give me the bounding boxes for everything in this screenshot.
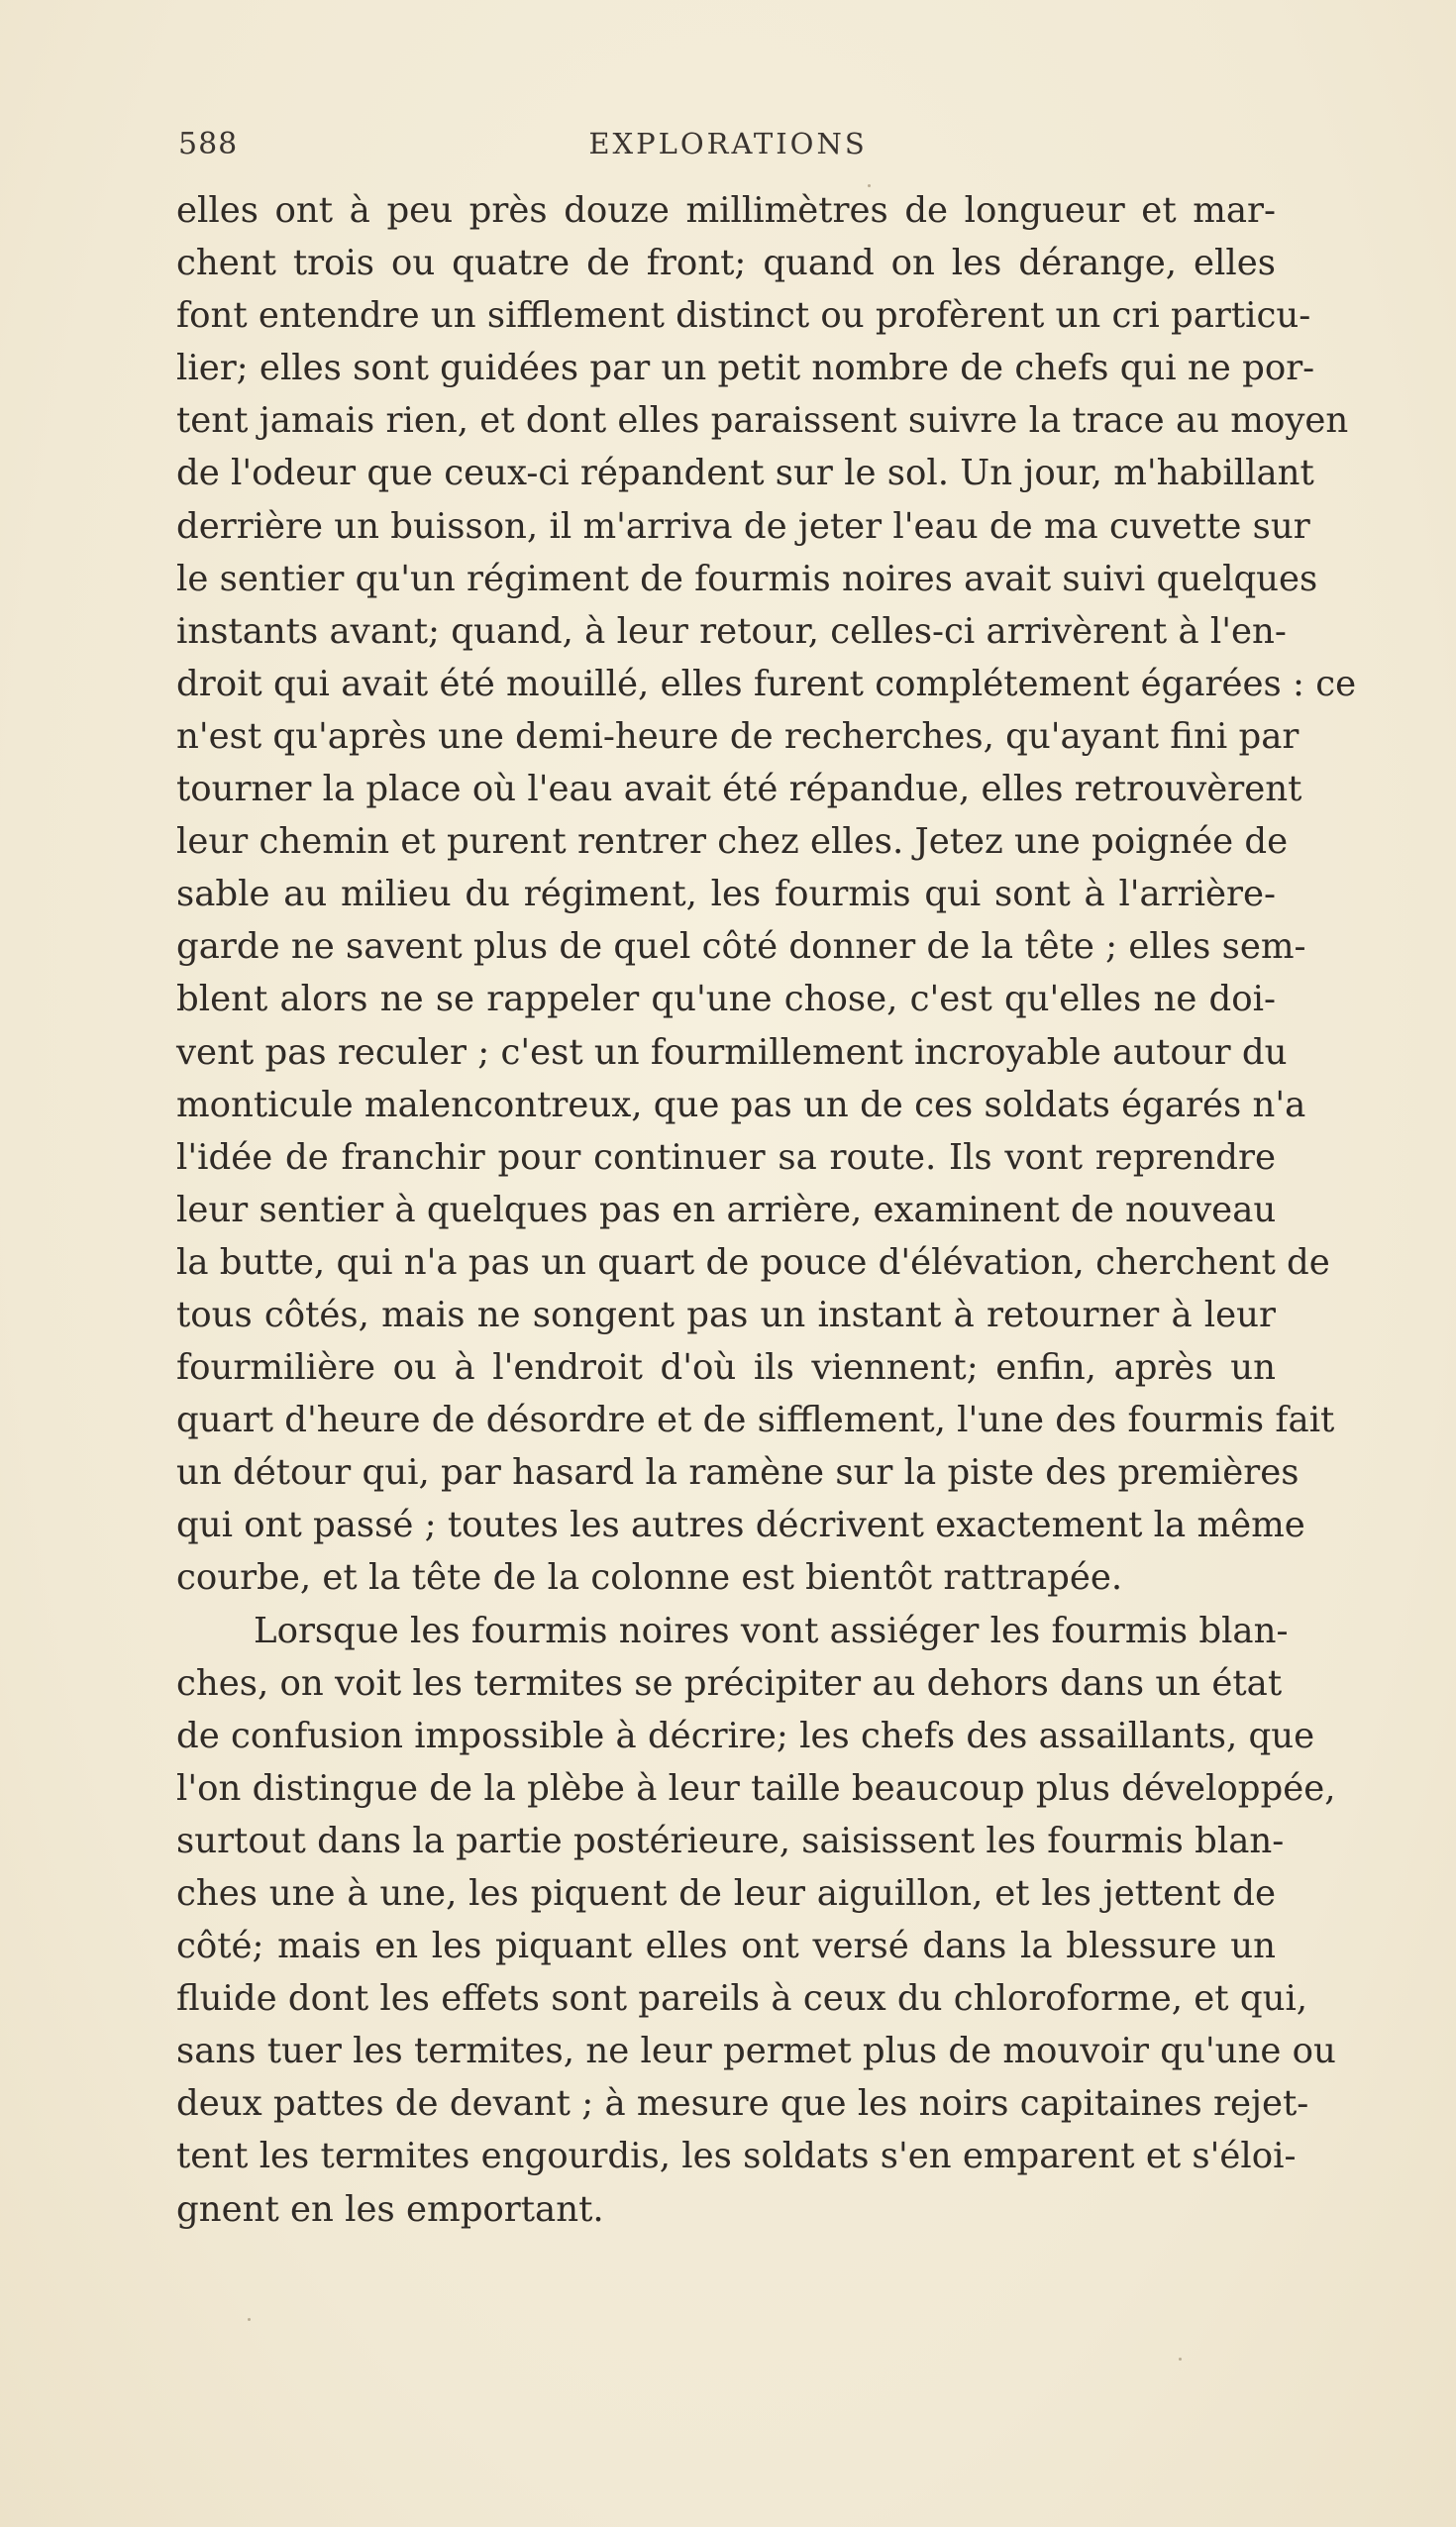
text-line: sable au milieu du régiment, les fourmis qui sont à l'arrière- bbox=[176, 874, 1276, 915]
text-line: de l'odeur que ceux-ci répandent sur le sol. Un jour, m'habillant bbox=[176, 453, 1314, 494]
page-number: 588 bbox=[178, 127, 239, 161]
text-line: surtout dans la partie postérieure, saisissent les fourmis blan- bbox=[176, 1820, 1285, 1861]
text-line: leur chemin et purent rentrer chez elles. Jetez une poignée de bbox=[176, 821, 1289, 863]
paper-speck bbox=[248, 2318, 251, 2321]
text-line: le sentier qu'un régiment de fourmis noires avait suivi quelques bbox=[176, 558, 1318, 599]
text-line: n'est qu'après une demi-heure de recherches, qu'ayant fini par bbox=[176, 715, 1300, 757]
paper-speck bbox=[868, 184, 871, 187]
text-line: blent alors ne se rappeler qu'une chose, c'est qu'elles ne doi- bbox=[176, 979, 1276, 1020]
text-line: un détour qui, par hasard la ramène sur la piste des premières bbox=[176, 1452, 1300, 1494]
text-line: quart d'heure de désordre et de sifflement, l'une des fourmis fait bbox=[176, 1400, 1335, 1441]
text-line: fluide dont les effets sont pareils à ceux du chloroforme, et qui, bbox=[176, 1978, 1308, 2020]
body-text bbox=[176, 184, 1357, 2236]
text-line: leur sentier à quelques pas en arrière, examinent de nouveau bbox=[176, 1189, 1277, 1230]
text-line: garde ne savent plus de quel côté donner de la tête ; elles sem- bbox=[176, 926, 1306, 968]
running-title: EXPLORATIONS bbox=[588, 127, 868, 160]
text-line: fourmilière ou à l'endroit d'où ils viennent; enfin, après un bbox=[176, 1347, 1276, 1389]
paragraph-1 bbox=[176, 184, 1357, 1605]
text-line: droit qui avait été mouillé, elles furent complétement égarées : ce bbox=[176, 663, 1357, 704]
text-line: l'idée de franchir pour continuer sa route. Ils vont reprendre bbox=[176, 1136, 1276, 1178]
text-line: ches, on voit les termites se précipiter au dehors dans un état bbox=[176, 1662, 1283, 1704]
text-line: deux pattes de devant ; à mesure que les noirs capitaines rejet- bbox=[176, 2083, 1309, 2125]
text-line: gnent en les emportant. bbox=[176, 2188, 604, 2230]
text-line: tourner la place où l'eau avait été répandue, elles retrouvèrent bbox=[176, 769, 1302, 810]
text-line: qui ont passé ; toutes les autres décrivent exactement la même bbox=[176, 1505, 1305, 1546]
text-line: lier; elles sont guidées par un petit nombre de chefs qui ne por- bbox=[176, 348, 1315, 389]
text-line: courbe, et la tête de la colonne est bientôt rattrapée. bbox=[176, 1557, 1123, 1599]
text-line: font entendre un sifflement distinct ou profèrent un cri particu- bbox=[176, 295, 1311, 337]
text-line: ches une à une, les piquent de leur aiguillon, et les jettent de bbox=[176, 1873, 1276, 1914]
text-line: côté; mais en les piquant elles ont versé dans la blessure un bbox=[176, 1926, 1276, 1967]
text-line: Lorsque les fourmis noires vont assiéger les fourmis blan- bbox=[254, 1610, 1289, 1651]
paragraph-2 bbox=[176, 1605, 1336, 2236]
text-line: tent les termites engourdis, les soldats s'en emparent et s'éloi- bbox=[176, 2136, 1297, 2177]
text-line: instants avant; quand, à leur retour, celles-ci arrivèrent à l'en- bbox=[176, 610, 1287, 652]
text-line: derrière un buisson, il m'arriva de jeter l'eau de ma cuvette sur bbox=[176, 505, 1310, 547]
page-header bbox=[178, 127, 1278, 176]
text-line: vent pas reculer ; c'est un fourmillement incroyable autour du bbox=[176, 1031, 1288, 1073]
text-line: l'on distingue de la plèbe à leur taille beaucoup plus développée, bbox=[176, 1767, 1336, 1809]
text-line: tous côtés, mais ne songent pas un instant à retourner à leur bbox=[176, 1294, 1276, 1335]
text-line: chent trois ou quatre de front; quand on les dérange, elles bbox=[176, 243, 1276, 284]
text-line: sans tuer les termites, ne leur permet plus de mouvoir qu'une ou bbox=[176, 2031, 1336, 2072]
text-line: tent jamais rien, et dont elles paraissent suivre la trace au moyen bbox=[176, 400, 1349, 442]
text-line: monticule malencontreux, que pas un de ces soldats égarés n'a bbox=[176, 1084, 1306, 1125]
text-line: de confusion impossible à décrire; les chefs des assaillants, que bbox=[176, 1715, 1315, 1756]
text-line: elles ont à peu près douze millimètres de longueur et mar- bbox=[176, 190, 1276, 231]
paper-speck bbox=[1179, 2358, 1182, 2361]
text-line: la butte, qui n'a pas un quart de pouce d'élévation, cherchent de bbox=[176, 1241, 1330, 1283]
